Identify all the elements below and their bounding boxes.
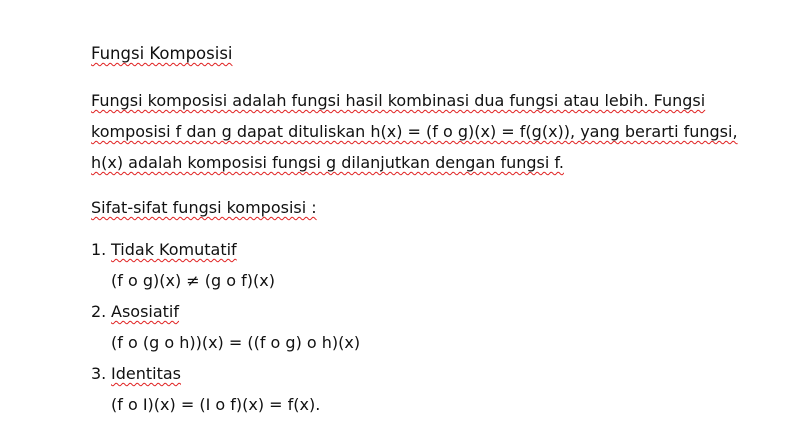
sifat-heading: Sifat-sifat fungsi komposisi : bbox=[91, 198, 317, 217]
list-item-formula: (f o I)(x) = (I o f)(x) = f(x). bbox=[111, 395, 321, 414]
list-item-label: Tidak Komutatif bbox=[111, 240, 237, 259]
list-item-formula: (f o (g o h))(x) = ((f o g) o h)(x) bbox=[111, 333, 361, 352]
paragraph-line-1: Fungsi komposisi adalah fungsi hasil kombinasi dua fungsi atau lebih. Fungsi bbox=[91, 91, 706, 110]
list-item-formula: (f o g)(x) ≠ (g o f)(x) bbox=[111, 271, 275, 290]
list-item-label: Asosiatif bbox=[111, 302, 180, 321]
list-item-label: Identitas bbox=[111, 364, 181, 383]
paragraph-line-2: komposisi f dan g dapat dituliskan h(x) = (f o g)(x) = f(g(x)), yang berarti fungsi, bbox=[91, 122, 738, 141]
list-item-number: 3. bbox=[91, 364, 107, 383]
list-item-number: 1. bbox=[91, 240, 107, 259]
paragraph-line-3: h(x) adalah komposisi fungsi g dilanjutkan dengan fungsi f. bbox=[91, 153, 564, 172]
document-title: Fungsi Komposisi bbox=[91, 44, 233, 63]
list-item-number: 2. bbox=[91, 302, 107, 321]
